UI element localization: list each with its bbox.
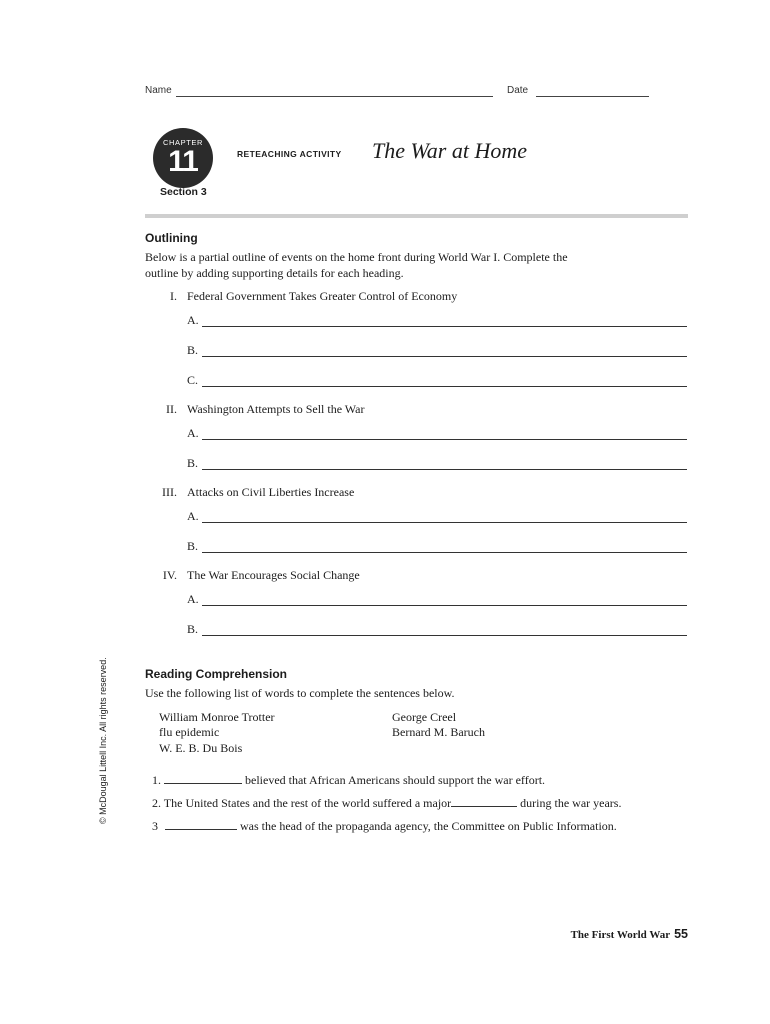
outline-1-a-letter: A. <box>187 313 199 327</box>
outline-heading-3: Attacks on Civil Liberties Increase <box>187 485 355 499</box>
outline-2-a-letter: A. <box>187 426 199 440</box>
word-bank-item: George Creel <box>392 710 457 724</box>
question-text: The United States and the rest of the world suffered a major <box>163 796 452 810</box>
outline-numeral-1: I. <box>170 289 177 303</box>
question-2 <box>152 794 621 812</box>
name-field[interactable] <box>176 96 493 97</box>
question-number: 2. <box>152 796 161 810</box>
outline-4-b-answer[interactable] <box>202 635 687 636</box>
outline-numeral-4: IV. <box>162 568 177 582</box>
outline-heading-2: Washington Attempts to Sell the War <box>187 402 365 416</box>
outlining-intro <box>145 250 690 281</box>
outline-4-b-letter: B. <box>187 622 199 636</box>
question-3-blank[interactable] <box>165 817 237 830</box>
question-1-blank[interactable] <box>164 771 242 784</box>
intro-line-1: Below is a partial outline of events on the home front during World War I. Complete the <box>145 250 568 264</box>
chapter-number: 11 <box>168 145 198 178</box>
section-label: Section 3 <box>160 186 207 198</box>
page-number: 55 <box>674 927 688 941</box>
intro-line-2: outline by adding supporting details for each heading. <box>145 265 404 280</box>
outline-heading-1: Federal Government Takes Greater Control of Economy <box>187 289 458 303</box>
outline-3-a-letter: A. <box>187 509 199 523</box>
outline-1-b-answer[interactable] <box>202 356 687 357</box>
outline-3-b-answer[interactable] <box>202 552 687 553</box>
page-footer <box>540 925 688 943</box>
word-bank-item: flu epidemic <box>159 725 220 739</box>
outline-heading-4: The War Encourages Social Change <box>187 568 360 582</box>
activity-label: RETEACHING ACTIVITY <box>237 149 342 159</box>
outline-1-a-answer[interactable] <box>202 326 687 327</box>
page-title: The War at Home <box>372 138 528 163</box>
question-text: during the war years. <box>520 796 622 810</box>
reading-heading: Reading Comprehension <box>145 667 288 681</box>
question-1 <box>152 771 545 789</box>
reading-intro: Use the following list of words to complete the sentences below. <box>145 686 455 700</box>
date-field[interactable] <box>536 96 649 97</box>
outline-4-a-letter: A. <box>187 592 199 606</box>
question-number: 3 <box>152 819 158 833</box>
name-label: Name <box>145 85 172 96</box>
chapter-label: CHAPTER <box>162 138 204 147</box>
outline-1-c-letter: C. <box>187 373 199 387</box>
footer-title: The First World War <box>570 929 671 941</box>
question-text: believed that African Americans should support the war effort. <box>245 773 546 787</box>
outline-1-c-answer[interactable] <box>202 386 687 387</box>
question-number: 1. <box>152 773 161 787</box>
question-3 <box>152 817 617 835</box>
outline-numeral-3: III. <box>162 485 177 499</box>
date-label: Date <box>507 85 529 96</box>
question-2-blank[interactable] <box>451 794 517 807</box>
question-text: was the head of the propaganda agency, the Committee on Public Information. <box>240 819 617 833</box>
outlining-heading: Outlining <box>145 231 198 245</box>
outline-3-b-letter: B. <box>187 539 199 553</box>
outline-2-a-answer[interactable] <box>202 439 687 440</box>
outline-4-a-answer[interactable] <box>202 605 687 606</box>
outline-2-b-letter: B. <box>187 456 199 470</box>
word-bank-item: William Monroe Trotter <box>159 710 275 724</box>
outline-2-b-answer[interactable] <box>202 469 687 470</box>
chapter-badge <box>153 128 213 188</box>
word-bank-item: Bernard M. Baruch <box>392 725 485 739</box>
divider-rule <box>145 214 688 218</box>
copyright-note: © McDougal Littell Inc. All rights reserved. <box>98 657 108 824</box>
outline-1-b-letter: B. <box>187 343 199 357</box>
outline-numeral-2: II. <box>166 402 177 416</box>
word-bank-item: W. E. B. Du Bois <box>159 741 243 755</box>
outline-3-a-answer[interactable] <box>202 522 687 523</box>
